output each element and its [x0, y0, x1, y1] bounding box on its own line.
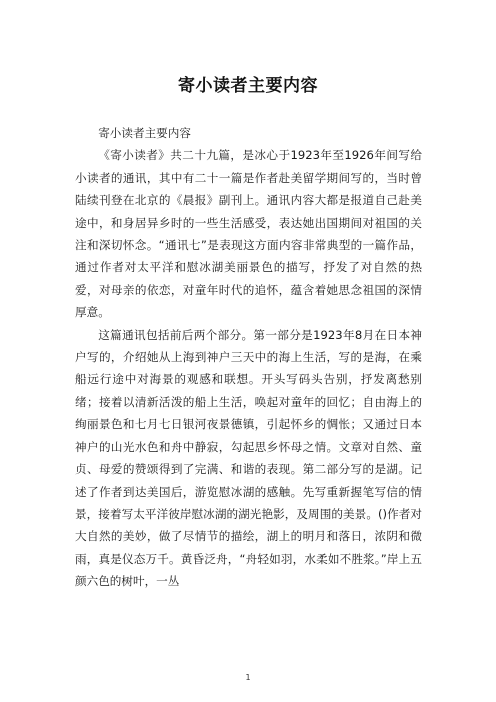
paragraph-heading: 寄小读者主要内容 — [98, 126, 191, 140]
document-title: 寄小读者主要内容 — [178, 76, 318, 96]
document-body — [75, 122, 422, 593]
page-number: 1 — [245, 673, 251, 682]
paragraph-structure: 这篇通讯包括前后两个部分。第一部分是1923年8月在日本神户写的，介绍她从上海到神户三天中的海上生活，写的是海，在乘船远行途中对海景的观感和联想。开头写码头告别，抒发离愁别绪；接着以清新活泼的船上生活，唤起对童年的回忆；自由海上的绚丽景色和七月七日银河夜景德镇，引起怀乡的惆怅；又通过日本神户的山光水色和舟中静寂，勾起思乡怀母之情。文章对自然、童贞、母爱的赞颂得到了完满、和谐的表现。第二部分写的是湖。记述了作者到达美国后，游览慰冰湖的感触。先写重新握笔写信的情景，接着写太平洋彼岸慰冰湖的湖光艳影，及周围的美景。()作者对大自然的美妙，做了尽情节的描绘，湖上的明月和落日，浓阴和微雨，真是仪态万千。黄昏泛舟，“舟轻如羽，水柔如不胜浆。”岸上五颜六色的树叶，一丛 — [75, 327, 422, 589]
paragraph-intro: 《寄小读者》共二十九篇，是冰心于1923年至1926年间写给小读者的通讯，其中有二十一篇是作者赴美留学期间写的，当时曾陆续刊登在北京的《晨报》副刊上。通讯内容大都是报道自己赴美途中，和身居异乡时的一些生活感受，表达她出国期间对祖国的关注和深切怀念。“通讯七”是表现这方面内容非常典型的一篇作品，通过作者对太平洋和慰冰湖美丽景色的描写，抒发了对自然的热爱，对母亲的依恋，对童年时代的追怀，蕴含着她思念祖国的深情厚意。 — [75, 148, 422, 320]
